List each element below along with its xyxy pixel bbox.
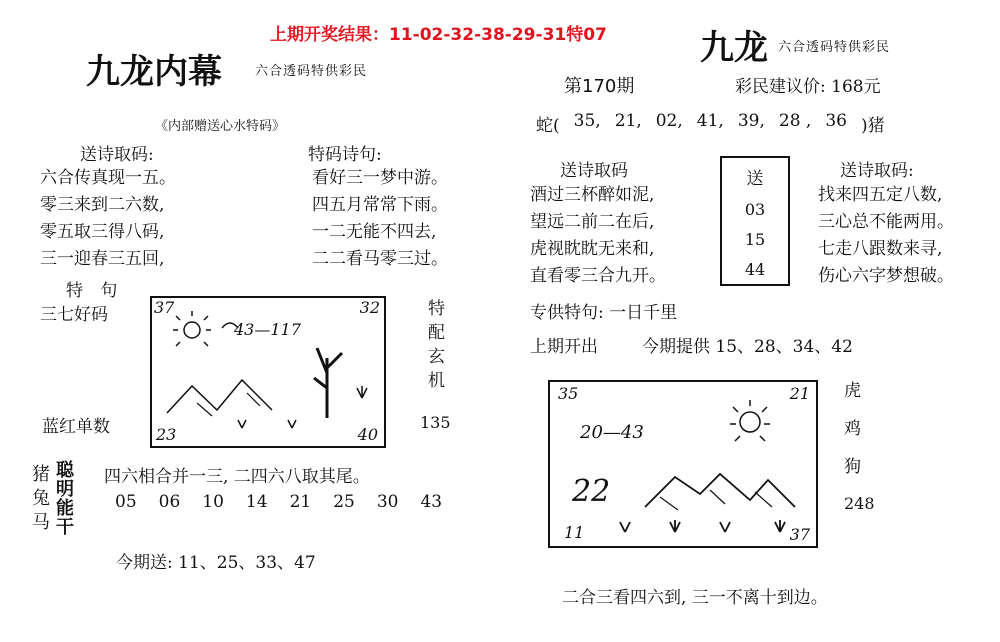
bold-char: 能 bbox=[56, 498, 74, 519]
last-out-label: 上期开出 bbox=[530, 337, 598, 357]
side-char: 配 bbox=[428, 323, 445, 343]
right-footer: 二合三看四六到, 三一不离十到边。 bbox=[562, 588, 828, 608]
bold-char: 明 bbox=[56, 479, 74, 500]
side-char: 机 bbox=[428, 371, 445, 391]
bold-char: 聪 bbox=[56, 460, 74, 481]
right-poem-right-title: 送诗取码: bbox=[840, 161, 914, 181]
poem-line: 一二无能不四去, bbox=[312, 222, 437, 242]
issue-number: 第170期 bbox=[564, 76, 635, 97]
special-phrase: 专供特句: 一日千里 bbox=[530, 303, 678, 323]
left-poem-title: 送诗取码: bbox=[80, 145, 154, 165]
snake-num: 21, bbox=[614, 111, 642, 131]
side-zodiac bbox=[844, 372, 861, 486]
pic-big-number: 22 bbox=[572, 474, 611, 509]
gift-number: 44 bbox=[744, 259, 766, 279]
left-subtitle: 六合透码特供彩民 bbox=[255, 64, 368, 79]
snake-suffix: )猪 bbox=[860, 116, 885, 136]
number-cell: 30 bbox=[376, 492, 399, 512]
poem-line: 酒过三杯醉如泥, bbox=[530, 185, 655, 205]
snake-num: 35, bbox=[573, 111, 601, 131]
pic-top-right: 32 bbox=[359, 298, 380, 317]
gift-line: 《内部赠送心水特码》 bbox=[155, 119, 286, 134]
number-cell: 43 bbox=[420, 492, 443, 512]
pic-bottom-right: 37 bbox=[789, 525, 810, 544]
snake-num: 39, bbox=[737, 111, 765, 131]
special-label: 特 句 bbox=[66, 281, 124, 301]
gift-label: 送 bbox=[746, 168, 764, 189]
number-cell: 21 bbox=[289, 492, 312, 512]
right-poem-left bbox=[530, 182, 666, 290]
poem-line: 七走八跟数来寻, bbox=[818, 239, 943, 259]
snake-line bbox=[536, 111, 885, 136]
this-period-line: 今期提供 15、28、34、42 bbox=[642, 337, 853, 357]
pic-top-right: 21 bbox=[789, 384, 810, 403]
left-poem bbox=[40, 165, 176, 273]
blue-red-value: 135 bbox=[420, 413, 451, 432]
right-picture-drawing bbox=[550, 382, 816, 546]
snake-num: 36 bbox=[825, 111, 847, 131]
number-cell: 06 bbox=[158, 492, 181, 512]
right-poem-left-title: 送诗取码 bbox=[560, 161, 628, 181]
poem-line: 找来四五定八数, bbox=[818, 185, 943, 205]
bold-char: 干 bbox=[56, 517, 74, 538]
poem-line: 四五月常常下雨。 bbox=[312, 195, 448, 215]
pic-bottom-left: 23 bbox=[156, 425, 177, 444]
poem-line: 看好三一梦中游。 bbox=[312, 168, 448, 188]
poem-line: 虎视眈眈无来和, bbox=[530, 239, 655, 259]
gift-number: 03 bbox=[744, 199, 766, 219]
number-row bbox=[115, 492, 442, 512]
left-hint-picture bbox=[150, 296, 386, 448]
right-poem bbox=[312, 165, 448, 273]
number-cell: 10 bbox=[202, 492, 224, 512]
side-char: 玄 bbox=[428, 347, 445, 367]
snake-prefix: 蛇( bbox=[536, 116, 560, 136]
zodiac-char: 虎 bbox=[844, 381, 861, 401]
side-char: 特 bbox=[428, 299, 445, 319]
number-cell: 14 bbox=[245, 492, 268, 512]
pic-top-left: 35 bbox=[558, 384, 579, 403]
poem-line: 望远二前二在后, bbox=[530, 212, 655, 232]
zodiac-char: 兔 bbox=[32, 488, 50, 509]
number-cell: 05 bbox=[115, 492, 137, 512]
number-cell: 25 bbox=[333, 492, 355, 512]
zodiac-char: 鸡 bbox=[844, 419, 861, 439]
zodiac-char: 狗 bbox=[844, 457, 861, 477]
poem-line: 二二看马零三过。 bbox=[312, 249, 448, 269]
poem-line: 直看零三合九开。 bbox=[530, 266, 666, 286]
poem-line: 伤心六字梦想破。 bbox=[818, 266, 954, 286]
gift-number: 15 bbox=[744, 229, 766, 249]
pic-top-left: 37 bbox=[154, 298, 175, 317]
pic-middle: 20—43 bbox=[580, 422, 644, 443]
right-poem-right bbox=[818, 182, 954, 290]
good-code-label: 三七好码 bbox=[40, 305, 108, 325]
zodiac-char: 猪 bbox=[32, 464, 50, 485]
gift-box bbox=[720, 156, 790, 286]
right-subtitle: 六合透码特供彩民 bbox=[778, 40, 891, 55]
side-value: 248 bbox=[844, 494, 875, 513]
poem-line: 零三来到二六数, bbox=[40, 195, 165, 215]
pic-middle: 43—117 bbox=[234, 320, 301, 339]
right-hint-picture bbox=[548, 380, 818, 548]
poem-line: 三一迎春三五回, bbox=[40, 249, 165, 269]
poem-line: 三心总不能两用。 bbox=[818, 212, 954, 232]
suggested-price: 彩民建议价: 168元 bbox=[735, 77, 881, 97]
pic-bottom-right: 40 bbox=[357, 425, 378, 444]
snake-num: 41, bbox=[696, 111, 724, 131]
right-poem-title: 特码诗句: bbox=[308, 145, 382, 165]
zodiac-column bbox=[32, 463, 50, 535]
zodiac-char: 马 bbox=[32, 512, 50, 533]
last-draw-result: 上期开奖结果：11-02-32-38-29-31特07 bbox=[270, 25, 607, 45]
side-vertical bbox=[428, 297, 445, 393]
send-line: 今期送: 11、25、33、47 bbox=[116, 553, 316, 573]
rule-text: 四六相合并一三, 二四六八取其尾。 bbox=[104, 467, 370, 487]
snake-num: 28 , bbox=[778, 111, 812, 131]
pic-bottom-left: 11 bbox=[564, 523, 585, 542]
poem-line: 六合传真现一五。 bbox=[40, 168, 176, 188]
blue-red-label: 蓝红单数 bbox=[42, 417, 110, 437]
left-title: 九龙内幕 bbox=[86, 52, 222, 92]
poem-line: 零五取三得八码, bbox=[40, 222, 165, 242]
bold-column bbox=[56, 461, 74, 537]
right-title: 九龙 bbox=[700, 28, 768, 68]
snake-num: 02, bbox=[655, 111, 683, 131]
